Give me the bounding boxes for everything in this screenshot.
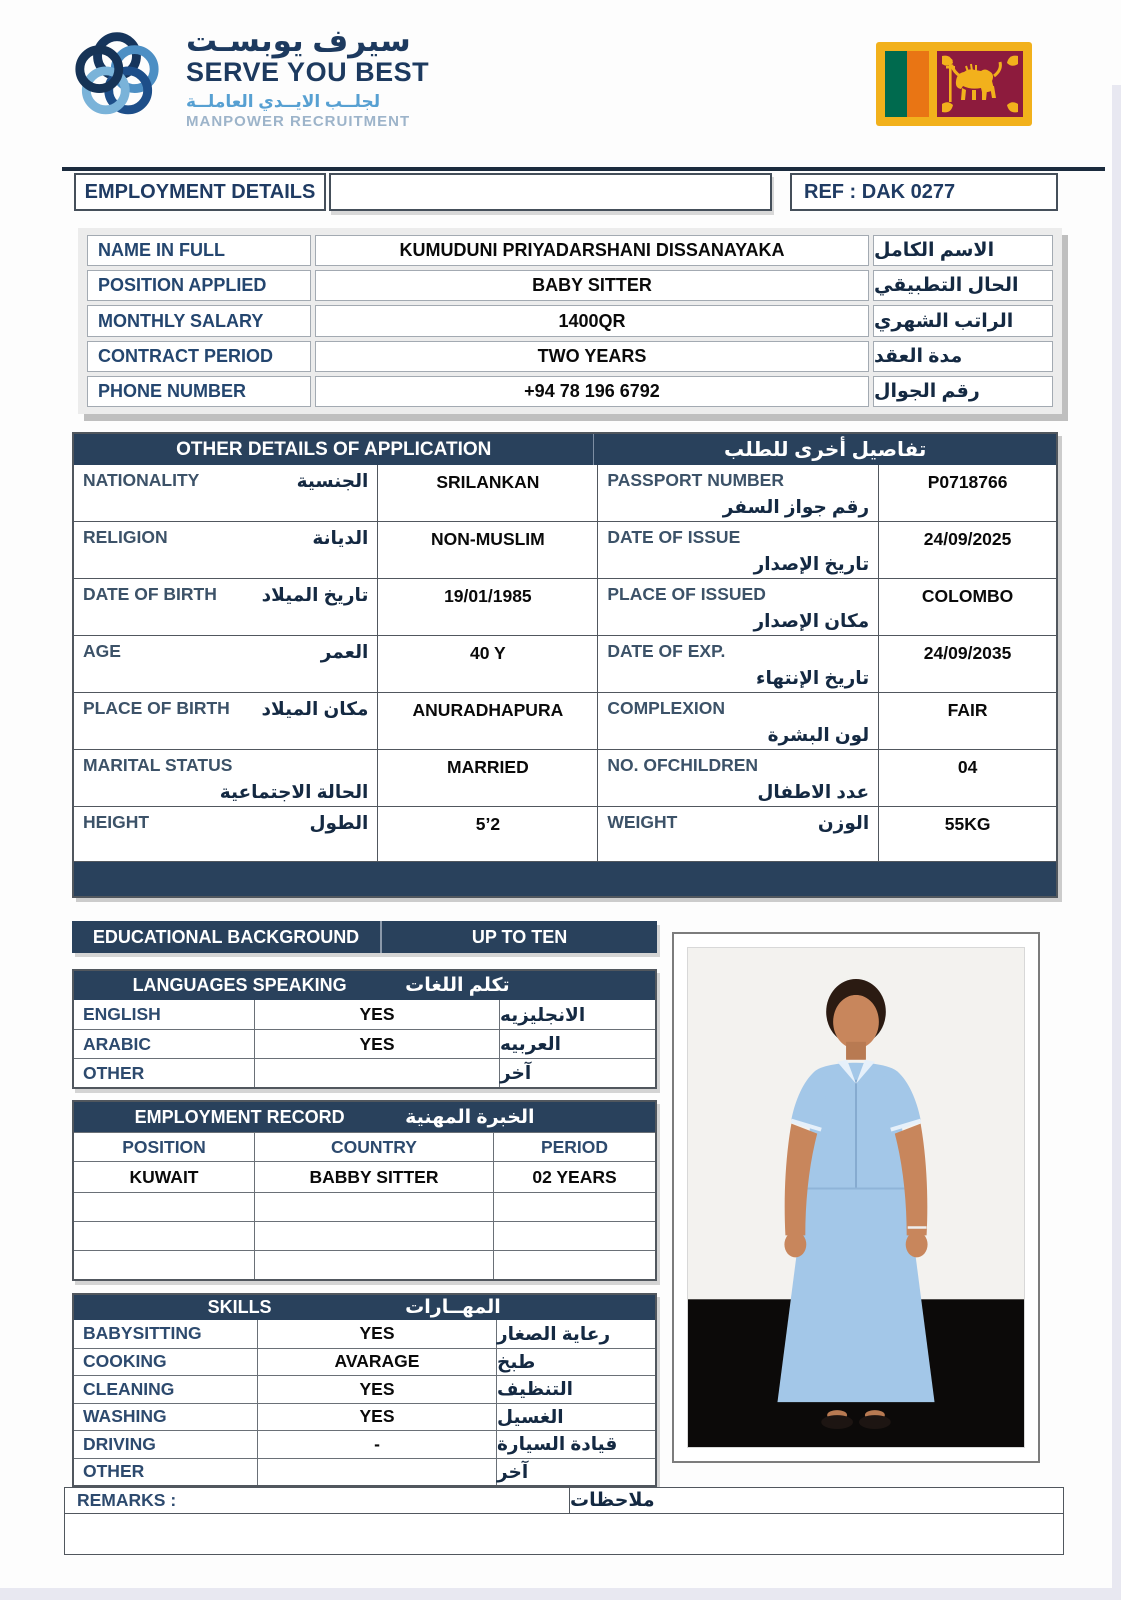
label-ar: العمر [320,641,369,662]
table-row [74,1430,655,1458]
other-details-section [72,432,1058,898]
field-value: BABY SITTER [315,270,869,301]
field-value: +94 78 196 6792 [315,376,869,407]
skill-arabic: طبخ [497,1350,536,1372]
field-value: 1400QR [315,305,869,336]
field-value: TWO YEARS [315,341,869,372]
table-row [74,1250,655,1279]
employment-record-table [72,1100,657,1281]
label-ar: الجنسية [296,470,369,491]
field-label [74,636,378,692]
agency-logo-text [186,25,429,129]
table-row [74,1348,655,1376]
field-value: NON-MUSLIM [378,522,598,578]
record-cell [254,1222,494,1250]
candidate-photo-image [687,947,1025,1448]
sri-lanka-flag-icon [876,42,1032,131]
language-label: OTHER [83,1062,145,1083]
field-label: MONTHLY SALARY [87,305,311,336]
table-row [87,376,1053,407]
employment-record-header-en: EMPLOYMENT RECORD [134,1106,345,1127]
section-title: EMPLOYMENT DETAILS [74,173,326,211]
field-value: SRILANKAN [378,465,598,521]
label-en: HEIGHT [83,812,150,832]
field-value: ANURADHAPURA [378,693,598,749]
skill-value: YES [257,1404,497,1431]
table-row [74,1403,655,1431]
languages-table [72,969,657,1089]
field-label [74,579,378,635]
remarks-label: REMARKS : [65,1488,570,1513]
agency-logo [58,16,429,139]
viewer-edge-bottom [0,1588,1121,1600]
skills-header-ar: المهــارات [405,1297,501,1318]
label-en: NO. OFCHILDREN [607,755,759,775]
label-ar: رقم جواز السفر [722,496,870,517]
record-cell [254,1193,494,1221]
language-label: ARABIC [83,1033,152,1054]
field-value: P0718766 [927,472,1008,492]
table-row [74,1029,655,1058]
field-value: 5’2 [378,807,598,861]
skill-arabic: التنظيف [497,1378,573,1400]
field-label-arabic: الاسم الكامل [873,235,1053,266]
language-arabic: الانجليزيه [500,1003,586,1025]
field-label [74,693,378,749]
field-label [598,465,879,521]
skill-arabic: آخر [497,1460,529,1482]
record-cell [74,1193,254,1221]
languages-header-ar: تكلم اللغات [405,975,510,996]
label-en: DATE OF EXP. [607,641,726,661]
table-row [74,1221,655,1250]
viewer-edge-right [1112,85,1121,1600]
skill-value: YES [257,1320,497,1348]
knot-logo-icon [58,16,176,139]
skill-value: AVARAGE [257,1349,497,1376]
language-arabic: آخر [500,1062,532,1083]
label-ar: عدد الاطفال [757,781,870,802]
table-row [74,1375,655,1403]
candidate-photo [672,932,1040,1463]
field-value: KUMUDUNI PRIYADARSHANI DISSANAYAKA [315,235,869,266]
label-en: NATIONALITY [83,470,200,490]
other-details-header-en: OTHER DETAILS OF APPLICATION [74,434,594,465]
field-label-arabic: مدة العقد [873,341,1053,372]
record-cell: 02 YEARS [532,1166,617,1187]
record-cell [74,1251,254,1279]
record-cell [254,1251,494,1279]
remarks-label-arabic: ملاحظات [570,1490,655,1511]
label-ar: مكان الميلاد [261,698,369,719]
skill-label: OTHER [83,1461,145,1482]
employment-record-header-ar: الخبرة المهنية [405,1106,535,1128]
other-details-header-ar: تفاصيل أخرى للطلب [724,439,927,461]
agency-name-arabic: سيرف يوبسـت [186,23,411,59]
language-arabic: العربيه [500,1033,561,1054]
field-label-arabic: الحال التطبيقي [873,270,1053,301]
education-value: UP TO TEN [471,926,568,947]
label-en: PASSPORT NUMBER [607,470,784,490]
reference-number: REF : DAK 0277 [790,173,1058,211]
record-cell: KUWAIT [129,1166,199,1187]
field-label: PHONE NUMBER [87,376,311,407]
language-label: ENGLISH [83,1004,161,1024]
label-ar: الحالة الاجتماعية [219,781,369,802]
label-en: COMPLEXION [607,698,726,718]
record-cell: BABBY SITTER [254,1162,494,1192]
header-rule [62,167,1105,171]
skills-header-en: SKILLS [207,1297,272,1317]
skill-label: DRIVING [83,1433,156,1454]
language-value: YES [254,1030,500,1058]
table-row [87,305,1053,336]
field-value: 24/09/2035 [923,643,1012,663]
languages-header-en: LANGUAGES SPEAKING [132,975,347,995]
field-label [74,750,378,806]
field-value: 04 [957,757,978,777]
field-value: COLOMBO [921,586,1014,606]
field-label-arabic: رقم الجوال [873,376,1053,407]
field-label: POSITION APPLIED [87,270,311,301]
table-row [74,1192,655,1221]
field-label [598,750,879,806]
skills-header [74,1295,655,1320]
skill-label: BABYSITTING [83,1323,202,1344]
educational-background-bar [72,921,657,953]
skills-table [72,1293,657,1487]
table-row [74,1458,655,1486]
section-footer-bar [74,861,1056,896]
record-cell [74,1222,254,1250]
label-en: DATE OF BIRTH [83,584,217,604]
title-gap [772,173,790,211]
agency-name-english: SERVE YOU BEST [186,56,430,87]
column-header: POSITION [122,1136,206,1157]
label-ar: لون البشرة [767,724,870,745]
label-ar: تاريخ الميلاد [261,584,369,605]
language-value [254,1059,500,1087]
table-row [74,1000,655,1029]
employment-details-table [78,228,1062,414]
field-value: 24/09/2025 [923,529,1012,549]
label-ar: مكان الإصدار [753,610,870,631]
record-cell [494,1251,655,1279]
field-label: NAME IN FULL [87,235,311,266]
label-en: DATE OF ISSUE [607,527,741,547]
field-value: MARRIED [378,750,598,806]
table-row [74,578,1056,635]
field-label [598,522,879,578]
employment-details-bar [74,173,1058,211]
table-row [74,465,1056,521]
skill-value: YES [257,1376,497,1403]
table-row [74,1320,655,1348]
table-row [74,635,1056,692]
skill-arabic: قيادة السيارة [497,1433,618,1455]
agency-tagline-arabic: لجلــب الايــدي العاملــة [186,91,381,111]
agency-tagline-english: MANPOWER RECRUITMENT [186,112,411,130]
label-ar: تاريخ الإنتهاء [756,667,870,688]
field-value: FAIR [947,700,988,720]
skill-value [257,1459,497,1486]
languages-header [74,971,655,1000]
field-label [598,636,879,692]
record-cell [494,1193,655,1221]
language-value: YES [254,1000,500,1029]
table-row [74,692,1056,749]
remarks-empty-field [64,1514,1064,1555]
field-value: 40 Y [378,636,598,692]
table-row [87,341,1053,372]
field-label: CONTRACT PERIOD [87,341,311,372]
remarks-header-row [64,1487,1064,1514]
skill-label: COOKING [83,1351,167,1372]
column-header: PERIOD [540,1136,609,1157]
field-value: 19/01/1985 [378,579,598,635]
table-row [74,1161,655,1192]
column-header-row [74,1132,655,1161]
field-label [598,693,879,749]
record-cell [494,1222,655,1250]
table-row [87,270,1053,301]
field-value: 55KG [944,814,991,834]
employment-record-header [74,1102,655,1132]
field-label [74,465,378,521]
column-header: COUNTRY [254,1133,494,1161]
field-label [74,807,378,861]
skill-arabic: رعاية الصغار [497,1322,611,1344]
label-en: PLACE OF BIRTH [83,698,230,718]
label-en: PLACE OF ISSUED [607,584,766,604]
label-en: WEIGHT [607,812,678,832]
label-ar: الطول [309,812,369,833]
field-label [74,522,378,578]
label-en: RELIGION [83,527,168,547]
education-label: EDUCATIONAL BACKGROUND [72,921,382,953]
title-spacer-cell [329,173,772,211]
label-en: AGE [83,641,121,661]
field-label [598,579,879,635]
field-label-arabic: الراتب الشهري [873,305,1053,336]
table-row [74,521,1056,578]
remarks-section [64,1487,1064,1555]
other-details-header [74,434,1056,465]
field-label [598,807,879,861]
table-row [74,1058,655,1087]
skill-label: WASHING [83,1406,167,1427]
skill-arabic: الغسيل [497,1405,564,1427]
table-row [74,806,1056,861]
skill-value: - [257,1431,497,1458]
skill-label: CLEANING [83,1378,175,1399]
label-ar: الوزن [817,812,870,833]
table-row [74,749,1056,806]
label-ar: الديانة [312,527,369,548]
table-row [87,235,1053,266]
label-ar: تاريخ الإصدار [753,553,870,574]
label-en: MARITAL STATUS [83,755,233,775]
